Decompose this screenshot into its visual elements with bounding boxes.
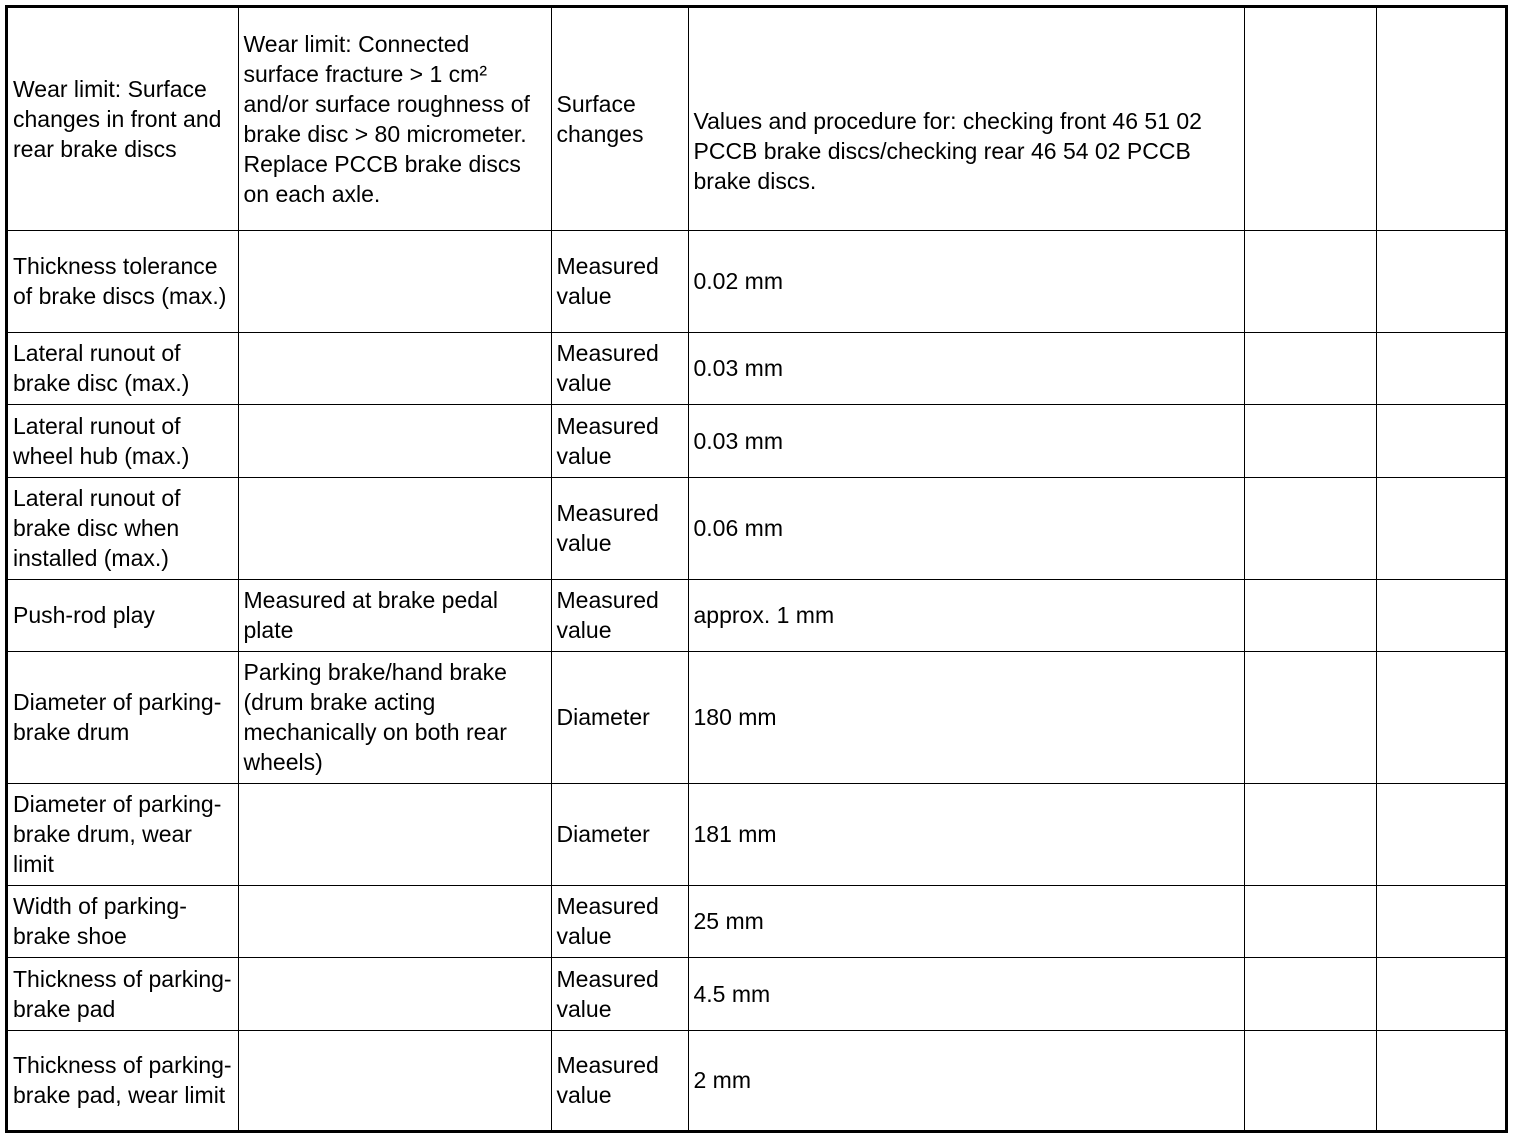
- extra-cell-1: [1244, 230, 1376, 332]
- value-cell: 0.03 mm: [688, 404, 1244, 477]
- value-cell: approx. 1 mm: [688, 579, 1244, 651]
- table-row: [8, 404, 1505, 477]
- parameter-cell: Lateral runout of brake disc (max.): [8, 332, 238, 404]
- note-cell: [238, 230, 551, 332]
- extra-cell-1: [1244, 1030, 1376, 1130]
- extra-cell-1: [1244, 404, 1376, 477]
- note-cell: [238, 332, 551, 404]
- extra-cell-2: [1376, 885, 1505, 957]
- value-cell: 25 mm: [688, 885, 1244, 957]
- value-cell: 0.06 mm: [688, 477, 1244, 579]
- parameter-cell: Lateral runout of wheel hub (max.): [8, 404, 238, 477]
- value-cell: 4.5 mm: [688, 957, 1244, 1030]
- table-row: [8, 957, 1505, 1030]
- parameter-cell: Width of parking-brake shoe: [8, 885, 238, 957]
- type-cell: Measured value: [551, 230, 688, 332]
- parameter-cell: Push-rod play: [8, 579, 238, 651]
- value-cell: Values and procedure for: checking front 46 51 02 PCCB brake discs/checking rear 46 54 02 PCCB brake discs.: [688, 8, 1244, 230]
- value-cell: 0.02 mm: [688, 230, 1244, 332]
- extra-cell-2: [1376, 8, 1505, 230]
- spec-sheet: [5, 5, 1508, 1133]
- extra-cell-2: [1376, 651, 1505, 783]
- table-row: [8, 783, 1505, 885]
- note-cell: [238, 1030, 551, 1130]
- type-cell: Measured value: [551, 885, 688, 957]
- extra-cell-2: [1376, 404, 1505, 477]
- extra-cell-2: [1376, 1030, 1505, 1130]
- note-cell: [238, 957, 551, 1030]
- value-cell: 181 mm: [688, 783, 1244, 885]
- parameter-cell: Thickness tolerance of brake discs (max.): [8, 230, 238, 332]
- value-cell: 0.03 mm: [688, 332, 1244, 404]
- parameter-cell: Thickness of parking-brake pad: [8, 957, 238, 1030]
- table-row: [8, 651, 1505, 783]
- note-cell: [238, 404, 551, 477]
- type-cell: Surface changes: [551, 8, 688, 230]
- extra-cell-1: [1244, 477, 1376, 579]
- type-cell: Measured value: [551, 957, 688, 1030]
- table-row: [8, 332, 1505, 404]
- extra-cell-1: [1244, 783, 1376, 885]
- type-cell: Diameter: [551, 783, 688, 885]
- type-cell: Measured value: [551, 477, 688, 579]
- extra-cell-1: [1244, 651, 1376, 783]
- table-row: [8, 230, 1505, 332]
- parameter-cell: Diameter of parking-brake drum, wear limit: [8, 783, 238, 885]
- note-cell: Parking brake/hand brake (drum brake acting mechanically on both rear wheels): [238, 651, 551, 783]
- note-cell: [238, 783, 551, 885]
- note-cell: [238, 477, 551, 579]
- extra-cell-1: [1244, 885, 1376, 957]
- extra-cell-1: [1244, 332, 1376, 404]
- table-row: [8, 579, 1505, 651]
- parameter-cell: Wear limit: Surface changes in front and rear brake discs: [8, 8, 238, 230]
- note-cell: Measured at brake pedal plate: [238, 579, 551, 651]
- extra-cell-2: [1376, 332, 1505, 404]
- extra-cell-1: [1244, 8, 1376, 230]
- extra-cell-2: [1376, 579, 1505, 651]
- table-row: [8, 885, 1505, 957]
- type-cell: Measured value: [551, 579, 688, 651]
- parameter-cell: Lateral runout of brake disc when installed (max.): [8, 477, 238, 579]
- extra-cell-2: [1376, 477, 1505, 579]
- type-cell: Measured value: [551, 332, 688, 404]
- value-cell: 180 mm: [688, 651, 1244, 783]
- value-cell: 2 mm: [688, 1030, 1244, 1130]
- extra-cell-2: [1376, 230, 1505, 332]
- note-cell: [238, 885, 551, 957]
- table-row: [8, 8, 1505, 230]
- extra-cell-2: [1376, 957, 1505, 1030]
- parameter-cell: Thickness of parking-brake pad, wear limit: [8, 1030, 238, 1130]
- table-row: [8, 1030, 1505, 1130]
- table-row: [8, 477, 1505, 579]
- type-cell: Diameter: [551, 651, 688, 783]
- brake-spec-table: [8, 8, 1505, 1130]
- type-cell: Measured value: [551, 404, 688, 477]
- type-cell: Measured value: [551, 1030, 688, 1130]
- extra-cell-1: [1244, 957, 1376, 1030]
- extra-cell-1: [1244, 579, 1376, 651]
- parameter-cell: Diameter of parking-brake drum: [8, 651, 238, 783]
- note-cell: Wear limit: Connected surface fracture > 1 cm² and/or surface roughness of brake disc > 80 micrometer. Replace PCCB brake discs on each axle.: [238, 8, 551, 230]
- extra-cell-2: [1376, 783, 1505, 885]
